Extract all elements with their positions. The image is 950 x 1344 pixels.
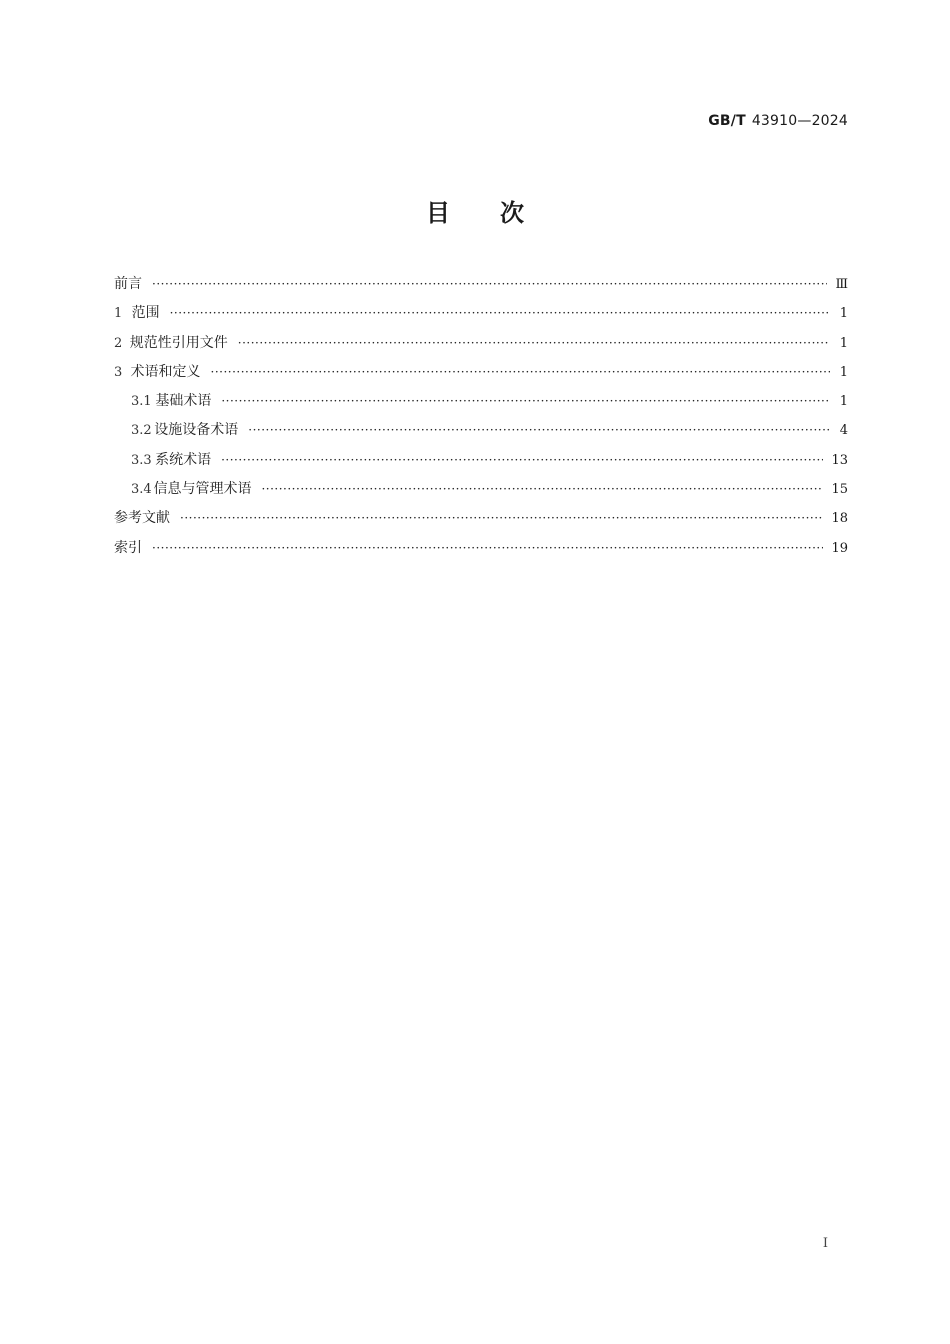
toc-entry-page: 4: [839, 423, 848, 439]
toc-entry-label: 信息与管理术语: [153, 481, 252, 498]
toc-entry-page: 19: [831, 540, 848, 556]
page-number: I: [822, 1236, 828, 1251]
standard-prefix: GB/T: [708, 113, 746, 129]
toc-entry-label: 索引: [114, 539, 142, 556]
toc-entry-number: 3.1: [131, 394, 152, 410]
toc-entry-bibliography[interactable]: [114, 504, 848, 533]
toc-entry-index[interactable]: [114, 534, 848, 563]
toc-entry-system-terms[interactable]: [114, 446, 848, 475]
toc-entry-number: 3.3: [131, 452, 152, 468]
toc-entry-label: 前言: [114, 276, 142, 292]
standard-code: [708, 113, 848, 129]
toc-entry-label: 设施设备术语: [154, 422, 239, 439]
toc-entry-label: 系统术语: [155, 451, 212, 468]
toc-entry-page: 1: [839, 364, 848, 380]
toc-leader-dots: [170, 299, 830, 328]
toc-leader-dots: [248, 416, 830, 445]
toc-entry-terms-definitions[interactable]: [114, 358, 848, 387]
title-char-2: 次: [500, 199, 524, 227]
title-char-1: 目: [426, 199, 450, 227]
toc-entry-page: 1: [839, 335, 848, 351]
toc-entry-number: 1: [114, 306, 123, 322]
toc-entry-page: 13: [831, 452, 848, 468]
toc-entry-number: 2: [114, 335, 123, 351]
toc-entry-normative-references[interactable]: [114, 329, 848, 358]
table-of-contents: [114, 270, 848, 563]
toc-entry-page: 15: [831, 482, 848, 498]
toc-entry-page: 1: [839, 394, 848, 410]
standard-number: 43910—2024: [751, 113, 848, 129]
toc-entry-foreword[interactable]: [114, 270, 848, 299]
toc-entry-label: 基础术语: [155, 393, 212, 410]
toc-entry-number: 3: [114, 364, 123, 380]
toc-entry-label: 范围: [131, 305, 160, 322]
toc-entry-label: 规范性引用文件: [129, 334, 228, 351]
toc-leader-dots: [152, 534, 823, 563]
toc-entry-page: 1: [839, 306, 848, 322]
toc-entry-page: Ⅲ: [835, 277, 848, 292]
toc-entry-number: 3.2: [131, 423, 152, 439]
toc-entry-scope[interactable]: [114, 299, 848, 328]
toc-entry-label: 参考文献: [114, 510, 170, 527]
toc-leader-dots: [152, 270, 827, 299]
toc-entry-number: 3.4: [131, 482, 152, 498]
toc-entry-basic-terms[interactable]: [114, 387, 848, 416]
toc-leader-dots: [221, 446, 823, 475]
toc-entry-information-terms[interactable]: [114, 475, 848, 504]
page-title: [0, 193, 950, 228]
toc-entry-facility-terms[interactable]: [114, 416, 848, 445]
toc-leader-dots: [211, 358, 830, 387]
toc-leader-dots: [261, 475, 823, 504]
toc-leader-dots: [221, 387, 830, 416]
toc-entry-page: 18: [831, 511, 848, 527]
toc-leader-dots: [180, 504, 823, 533]
toc-entry-label: 术语和定义: [130, 363, 201, 380]
toc-leader-dots: [238, 329, 830, 358]
